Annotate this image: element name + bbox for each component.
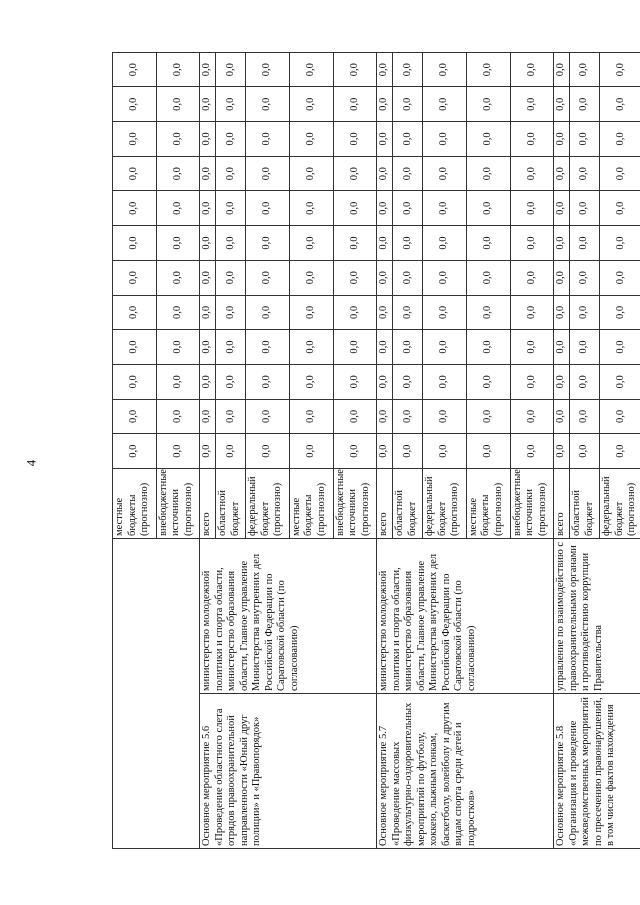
value-cell: 0,0 (510, 434, 554, 469)
value-cell: 0,0 (510, 52, 554, 87)
value-cell: 0,0 (554, 52, 570, 87)
value-cell: 0,0 (570, 399, 600, 434)
value-cell: 0,0 (156, 156, 200, 191)
value-cell: 0,0 (156, 191, 200, 226)
value-cell: 0,0 (393, 226, 423, 261)
funding-source-cell: всего (377, 469, 393, 539)
value-cell: 0,0 (216, 434, 246, 469)
value-cell: 0,0 (333, 156, 377, 191)
value-cell: 0,0 (200, 156, 216, 191)
value-cell: 0,0 (156, 87, 200, 122)
value-cell: 0,0 (333, 295, 377, 330)
value-cell: 0,0 (570, 260, 600, 295)
value-cell: 0,0 (156, 295, 200, 330)
value-cell: 0,0 (333, 260, 377, 295)
funding-source-cell: федеральный бюджет (прогнозно) (600, 469, 640, 539)
value-cell: 0,0 (333, 122, 377, 157)
value-cell: 0,0 (246, 399, 290, 434)
value-cell: 0,0 (200, 295, 216, 330)
value-cell: 0,0 (216, 87, 246, 122)
value-cell: 0,0 (510, 330, 554, 365)
funding-source-cell: областной бюджет (570, 469, 600, 539)
value-cell: 0,0 (554, 399, 570, 434)
value-cell: 0,0 (377, 52, 393, 87)
value-cell: 0,0 (600, 226, 640, 261)
funding-source-cell: всего (554, 469, 570, 539)
executor-cell: министерство молодежной политики и спорта области, министерство образования области, Главное управление Министерства внутренних дел Российской Федерации по Саратовской области (по согласованию) (200, 539, 377, 694)
value-cell: 0,0 (333, 330, 377, 365)
value-cell: 0,0 (200, 330, 216, 365)
value-cell: 0,0 (510, 122, 554, 157)
value-cell: 0,0 (377, 399, 393, 434)
value-cell: 0,0 (216, 191, 246, 226)
value-cell: 0,0 (600, 434, 640, 469)
page-number: 4 (23, 459, 39, 467)
value-cell: 0,0 (200, 87, 216, 122)
value-cell: 0,0 (570, 122, 600, 157)
value-cell: 0,0 (554, 434, 570, 469)
value-cell: 0,0 (423, 434, 467, 469)
value-cell: 0,0 (200, 52, 216, 87)
value-cell: 0,0 (393, 434, 423, 469)
funding-source-cell: местные бюджеты (прогнозно) (113, 469, 157, 539)
value-cell: 0,0 (393, 191, 423, 226)
value-cell: 0,0 (246, 52, 290, 87)
value-cell: 0,0 (570, 52, 600, 87)
value-cell: 0,0 (246, 295, 290, 330)
value-cell: 0,0 (600, 364, 640, 399)
value-cell: 0,0 (423, 260, 467, 295)
value-cell: 0,0 (200, 260, 216, 295)
value-cell: 0,0 (216, 330, 246, 365)
value-cell: 0,0 (246, 191, 290, 226)
value-cell: 0,0 (333, 399, 377, 434)
value-cell: 0,0 (554, 226, 570, 261)
value-cell: 0,0 (289, 295, 333, 330)
value-cell: 0,0 (113, 399, 157, 434)
value-cell: 0,0 (113, 52, 157, 87)
value-cell: 0,0 (554, 156, 570, 191)
value-cell: 0,0 (600, 295, 640, 330)
value-cell: 0,0 (393, 156, 423, 191)
value-cell: 0,0 (554, 122, 570, 157)
value-cell: 0,0 (466, 434, 510, 469)
value-cell: 0,0 (289, 260, 333, 295)
value-cell: 0,0 (570, 364, 600, 399)
value-cell: 0,0 (377, 156, 393, 191)
value-cell: 0,0 (377, 295, 393, 330)
value-cell: 0,0 (216, 52, 246, 87)
value-cell: 0,0 (570, 191, 600, 226)
value-cell: 0,0 (570, 226, 600, 261)
value-cell: 0,0 (216, 295, 246, 330)
value-cell: 0,0 (570, 330, 600, 365)
value-cell: 0,0 (377, 260, 393, 295)
value-cell: 0,0 (289, 399, 333, 434)
value-cell: 0,0 (289, 87, 333, 122)
value-cell: 0,0 (510, 87, 554, 122)
value-cell: 0,0 (289, 191, 333, 226)
value-cell: 0,0 (200, 226, 216, 261)
value-cell: 0,0 (377, 364, 393, 399)
value-cell: 0,0 (423, 295, 467, 330)
value-cell: 0,0 (377, 122, 393, 157)
value-cell: 0,0 (600, 52, 640, 87)
value-cell: 0,0 (600, 87, 640, 122)
value-cell: 0,0 (333, 191, 377, 226)
rotated-table-wrapper (112, 53, 640, 849)
value-cell: 0,0 (393, 122, 423, 157)
value-cell: 0,0 (570, 87, 600, 122)
value-cell: 0,0 (423, 122, 467, 157)
value-cell: 0,0 (554, 330, 570, 365)
continuation-blank-cell (113, 539, 200, 849)
value-cell: 0,0 (423, 364, 467, 399)
value-cell: 0,0 (510, 399, 554, 434)
value-cell: 0,0 (216, 122, 246, 157)
value-cell: 0,0 (113, 226, 157, 261)
value-cell: 0,0 (216, 364, 246, 399)
value-cell: 0,0 (393, 260, 423, 295)
value-cell: 0,0 (466, 87, 510, 122)
value-cell: 0,0 (510, 364, 554, 399)
value-cell: 0,0 (377, 330, 393, 365)
value-cell: 0,0 (393, 52, 423, 87)
value-cell: 0,0 (156, 399, 200, 434)
value-cell: 0,0 (246, 156, 290, 191)
value-cell: 0,0 (393, 330, 423, 365)
value-cell: 0,0 (510, 191, 554, 226)
value-cell: 0,0 (466, 399, 510, 434)
value-cell: 0,0 (113, 434, 157, 469)
value-cell: 0,0 (466, 122, 510, 157)
funding-source-cell: местные бюджеты (прогнозно) (289, 469, 333, 539)
value-cell: 0,0 (554, 364, 570, 399)
value-cell: 0,0 (156, 122, 200, 157)
value-cell: 0,0 (554, 87, 570, 122)
value-cell: 0,0 (466, 364, 510, 399)
value-cell: 0,0 (200, 434, 216, 469)
value-cell: 0,0 (570, 295, 600, 330)
value-cell: 0,0 (423, 399, 467, 434)
value-cell: 0,0 (113, 295, 157, 330)
table-row (554, 52, 570, 848)
value-cell: 0,0 (156, 260, 200, 295)
value-cell: 0,0 (216, 226, 246, 261)
value-cell: 0,0 (393, 87, 423, 122)
value-cell: 0,0 (200, 364, 216, 399)
value-cell: 0,0 (200, 399, 216, 434)
value-cell: 0,0 (423, 191, 467, 226)
value-cell: 0,0 (393, 295, 423, 330)
value-cell: 0,0 (246, 364, 290, 399)
value-cell: 0,0 (113, 260, 157, 295)
value-cell: 0,0 (333, 434, 377, 469)
value-cell: 0,0 (423, 156, 467, 191)
value-cell: 0,0 (600, 191, 640, 226)
value-cell: 0,0 (466, 295, 510, 330)
value-cell: 0,0 (156, 364, 200, 399)
value-cell: 0,0 (289, 330, 333, 365)
table-row (200, 52, 216, 848)
value-cell: 0,0 (510, 156, 554, 191)
value-cell: 0,0 (600, 156, 640, 191)
value-cell: 0,0 (156, 434, 200, 469)
funding-source-cell: внебюджетные источники (прогнозно) (510, 469, 554, 539)
value-cell: 0,0 (466, 52, 510, 87)
value-cell: 0,0 (246, 434, 290, 469)
value-cell: 0,0 (289, 226, 333, 261)
value-cell: 0,0 (289, 156, 333, 191)
value-cell: 0,0 (216, 260, 246, 295)
value-cell: 0,0 (113, 122, 157, 157)
funding-source-cell: всего (200, 469, 216, 539)
value-cell: 0,0 (393, 399, 423, 434)
value-cell: 0,0 (216, 399, 246, 434)
value-cell: 0,0 (156, 226, 200, 261)
value-cell: 0,0 (333, 87, 377, 122)
value-cell: 0,0 (216, 156, 246, 191)
value-cell: 0,0 (466, 330, 510, 365)
value-cell: 0,0 (393, 364, 423, 399)
value-cell: 0,0 (333, 226, 377, 261)
value-cell: 0,0 (510, 260, 554, 295)
value-cell: 0,0 (246, 330, 290, 365)
value-cell: 0,0 (377, 434, 393, 469)
value-cell: 0,0 (333, 52, 377, 87)
value-cell: 0,0 (510, 295, 554, 330)
budget-table (112, 52, 640, 849)
event-name-cell: Основное мероприятие 5.7 «Проведение массовых физкультурно-оздоровительных мероприятий по футболу, хоккею, лыжным гонкам, баскетболу, волейболу и другим видам спорта среди детей и подростков» (377, 694, 554, 849)
value-cell: 0,0 (423, 226, 467, 261)
value-cell: 0,0 (200, 191, 216, 226)
funding-source-cell: внебюджетные источники (прогнозно) (333, 469, 377, 539)
value-cell: 0,0 (554, 295, 570, 330)
funding-source-cell: федеральный бюджет (прогнозно) (246, 469, 290, 539)
value-cell: 0,0 (113, 364, 157, 399)
value-cell: 0,0 (466, 191, 510, 226)
value-cell: 0,0 (570, 156, 600, 191)
value-cell: 0,0 (289, 434, 333, 469)
value-cell: 0,0 (246, 226, 290, 261)
table-row (113, 52, 157, 848)
value-cell: 0,0 (423, 87, 467, 122)
value-cell: 0,0 (466, 156, 510, 191)
value-cell: 0,0 (246, 122, 290, 157)
value-cell: 0,0 (423, 52, 467, 87)
value-cell: 0,0 (113, 156, 157, 191)
value-cell: 0,0 (466, 260, 510, 295)
executor-cell: министерство молодежной политики и спорта области, министерство образования области, Главное управление Министерства внутренних дел Российской Федерации по Саратовской области (по согласованию) (377, 539, 554, 694)
value-cell: 0,0 (246, 87, 290, 122)
value-cell: 0,0 (600, 399, 640, 434)
value-cell: 0,0 (600, 122, 640, 157)
value-cell: 0,0 (246, 260, 290, 295)
funding-source-cell: федеральный бюджет (прогнозно) (423, 469, 467, 539)
value-cell: 0,0 (156, 330, 200, 365)
funding-source-cell: местные бюджеты (прогнозно) (466, 469, 510, 539)
funding-source-cell: внебюджетные источники (прогнозно) (156, 469, 200, 539)
value-cell: 0,0 (554, 260, 570, 295)
value-cell: 0,0 (466, 226, 510, 261)
funding-source-cell: областной бюджет (216, 469, 246, 539)
value-cell: 0,0 (554, 191, 570, 226)
event-name-cell: Основное мероприятие 5.6 «Проведение областного слета отрядов правоохранительной направленности «Юный друг полиции» и «Правопорядок» (200, 694, 377, 849)
funding-source-cell: областной бюджет (393, 469, 423, 539)
value-cell: 0,0 (113, 191, 157, 226)
value-cell: 0,0 (600, 330, 640, 365)
table-row (377, 52, 393, 848)
value-cell: 0,0 (113, 87, 157, 122)
value-cell: 0,0 (289, 52, 333, 87)
executor-cell: управление по взаимодействию с правоохранительными органами и противодействию коррупции Правительства (554, 539, 640, 694)
value-cell: 0,0 (377, 191, 393, 226)
value-cell: 0,0 (510, 226, 554, 261)
value-cell: 0,0 (113, 330, 157, 365)
value-cell: 0,0 (570, 434, 600, 469)
value-cell: 0,0 (289, 122, 333, 157)
value-cell: 0,0 (377, 87, 393, 122)
table-body (113, 52, 640, 848)
event-name-cell: Основное мероприятие 5.8 «Организация и проведение межведомственных мероприятий по пресечению правонарушений, в том числе фактов нахождения (554, 694, 640, 849)
value-cell: 0,0 (333, 364, 377, 399)
value-cell: 0,0 (377, 226, 393, 261)
value-cell: 0,0 (600, 260, 640, 295)
value-cell: 0,0 (289, 364, 333, 399)
value-cell: 0,0 (423, 330, 467, 365)
value-cell: 0,0 (156, 52, 200, 87)
value-cell: 0,0 (200, 122, 216, 157)
